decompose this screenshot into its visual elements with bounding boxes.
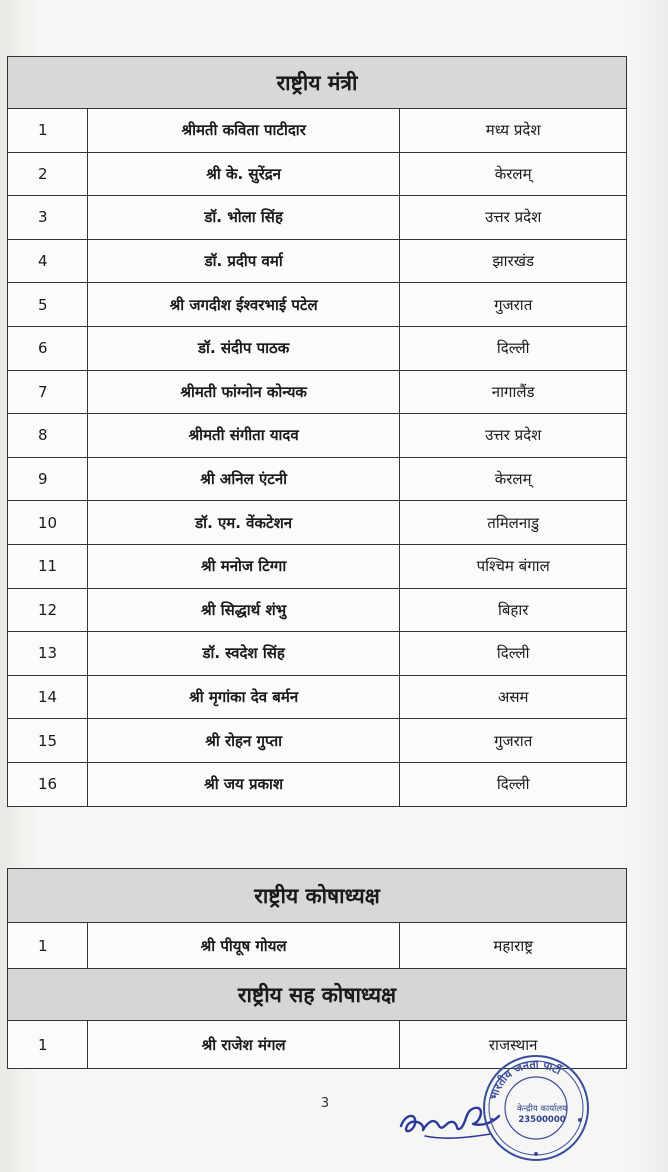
member-state: दिल्ली xyxy=(400,326,627,370)
section-title: राष्ट्रीय सह कोषाध्यक्ष xyxy=(8,969,627,1021)
section-title: राष्ट्रीय मंत्री xyxy=(8,57,627,109)
row-number: 7 xyxy=(8,370,88,414)
table-row xyxy=(8,762,627,806)
seal-office-text: केन्द्रीय कार्यालय xyxy=(516,1104,568,1114)
member-state: गुजरात xyxy=(400,283,627,327)
row-number: 1 xyxy=(8,1021,88,1069)
member-name: डॉ. प्रदीप वर्मा xyxy=(87,239,399,283)
page-number: 3 xyxy=(320,1096,330,1111)
member-name: श्रीमती फांग्नोन कोन्यक xyxy=(87,370,399,414)
row-number: 9 xyxy=(8,457,88,501)
member-state: झारखंड xyxy=(400,239,627,283)
table-row xyxy=(8,152,627,196)
member-state: उत्तर प्रदेश xyxy=(400,414,627,458)
table-row xyxy=(8,588,627,632)
member-name: डॉ. संदीप पाठक xyxy=(87,326,399,370)
seal-phone-text: 23500000 xyxy=(518,1115,566,1125)
member-name: श्री रोहन गुप्ता xyxy=(87,719,399,763)
row-number: 14 xyxy=(8,675,88,719)
table-row xyxy=(8,457,627,501)
seal-ring-text: भारतीय जनता पार्टी xyxy=(486,1057,564,1102)
member-state: दिल्ली xyxy=(400,632,627,676)
member-state: तमिलनाडु xyxy=(400,501,627,545)
member-name: श्री पीयूष गोयल xyxy=(87,923,399,969)
table-row xyxy=(8,632,627,676)
member-name: डॉ. एम. वेंकटेशन xyxy=(87,501,399,545)
member-state: महाराष्ट्र xyxy=(400,923,627,969)
member-state: बिहार xyxy=(400,588,627,632)
member-state: राजस्थान xyxy=(400,1021,627,1069)
row-number: 3 xyxy=(8,196,88,240)
table-row xyxy=(8,109,627,153)
member-name: श्री जय प्रकाश xyxy=(87,762,399,806)
table-row xyxy=(8,544,627,588)
member-state: नागालैंड xyxy=(400,370,627,414)
row-number: 10 xyxy=(8,501,88,545)
table-row xyxy=(8,675,627,719)
table-row xyxy=(8,414,627,458)
member-state: केरलम् xyxy=(400,152,627,196)
row-number: 16 xyxy=(8,762,88,806)
member-state: दिल्ली xyxy=(400,762,627,806)
member-state: मध्य प्रदेश xyxy=(400,109,627,153)
member-name: श्री मृगांका देव बर्मन xyxy=(87,675,399,719)
table-row xyxy=(8,719,627,763)
koshadhyaksh-table xyxy=(7,868,627,1069)
row-number: 15 xyxy=(8,719,88,763)
row-number: 2 xyxy=(8,152,88,196)
row-number: 11 xyxy=(8,544,88,588)
row-number: 5 xyxy=(8,283,88,327)
member-name: श्री मनोज टिग्गा xyxy=(87,544,399,588)
member-state: पश्चिम बंगाल xyxy=(400,544,627,588)
rashtriya-mantri-table xyxy=(7,56,627,807)
member-state: असम xyxy=(400,675,627,719)
section-title: राष्ट्रीय कोषाध्यक्ष xyxy=(8,869,627,923)
member-name: श्री सिद्धार्थ शंभु xyxy=(87,588,399,632)
row-number: 4 xyxy=(8,239,88,283)
table-row xyxy=(8,283,627,327)
member-name: श्री के. सुरेंद्रन xyxy=(87,152,399,196)
member-name: डॉ. भोला सिंह xyxy=(87,196,399,240)
row-number: 6 xyxy=(8,326,88,370)
member-name: श्री राजेश मंगल xyxy=(87,1021,399,1069)
member-state: केरलम् xyxy=(400,457,627,501)
member-name: श्री अनिल एंटनी xyxy=(87,457,399,501)
table-row xyxy=(8,239,627,283)
table-row xyxy=(8,326,627,370)
row-number: 13 xyxy=(8,632,88,676)
seal-center xyxy=(502,1104,582,1126)
member-state: गुजरात xyxy=(400,719,627,763)
member-state: उत्तर प्रदेश xyxy=(400,196,627,240)
member-name: डॉ. स्वदेश सिंह xyxy=(87,632,399,676)
member-name: श्रीमती संगीता यादव xyxy=(87,414,399,458)
table-row xyxy=(8,196,627,240)
member-name: श्री जगदीश ईश्वरभाई पटेल xyxy=(87,283,399,327)
row-number: 12 xyxy=(8,588,88,632)
row-number: 8 xyxy=(8,414,88,458)
row-number: 1 xyxy=(8,109,88,153)
table-row xyxy=(8,501,627,545)
table-row xyxy=(8,370,627,414)
member-name: श्रीमती कविता पाटीदार xyxy=(87,109,399,153)
row-number: 1 xyxy=(8,923,88,969)
